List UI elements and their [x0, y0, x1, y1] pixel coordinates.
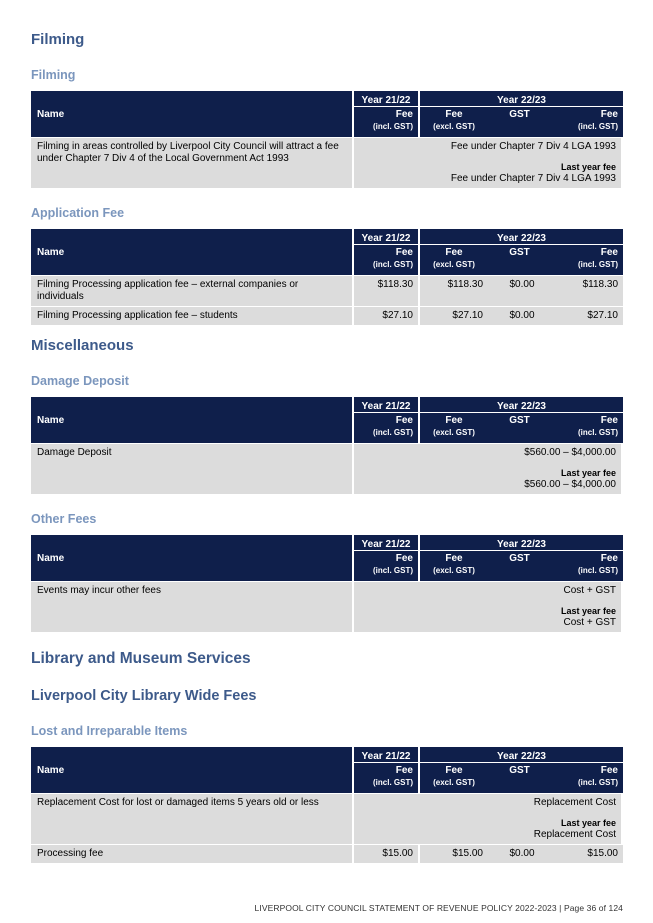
column-header-fee-incl: Fee (incl. GST) — [352, 763, 420, 793]
column-header-name: Name — [31, 535, 352, 581]
column-header-name: Name — [31, 91, 352, 137]
column-header-gst: GST — [488, 551, 556, 581]
row-fee-incl: $27.10 — [556, 306, 623, 325]
row-name: Damage Deposit — [31, 443, 352, 494]
column-header-fee-excl: Fee (excl. GST) — [420, 763, 488, 793]
row-name: Replacement Cost for lost or damaged items 5 years old or less — [31, 793, 352, 844]
last-year-fee-label: Last year fee — [560, 818, 616, 828]
column-header-year2223: Year 22/23 — [420, 535, 623, 551]
column-header-fee-incl: Fee (incl. GST) — [352, 551, 420, 581]
column-header-fee-incl-2223: Fee (incl. GST) — [556, 551, 623, 581]
column-header-year2223: Year 22/23 — [420, 397, 623, 413]
row-gst: $0.00 — [488, 844, 556, 863]
column-header-fee-excl: Fee (excl. GST) — [420, 551, 488, 581]
row-fee-incl: $118.30 — [556, 275, 623, 306]
column-header-fee-incl: Fee (incl. GST) — [352, 413, 420, 443]
table-row — [31, 306, 623, 325]
row-gst: $0.00 — [488, 306, 556, 325]
subsection-title-damage-deposit: Damage Deposit — [31, 374, 129, 388]
subsection-title-library-wide: Liverpool City Library Wide Fees — [31, 688, 257, 704]
row-fee-2122: $27.10 — [352, 306, 420, 325]
row-fee-text: Cost + GST Last year fee Cost + GST — [352, 581, 623, 632]
table-row — [31, 793, 623, 844]
column-header-fee-excl: Fee (excl. GST) — [420, 245, 488, 275]
subsection-title-lost-items: Lost and Irreparable Items — [31, 724, 188, 738]
page-footer: LIVERPOOL CITY COUNCIL STATEMENT OF REVENUE POLICY 2022-2023 | Page 36 of 124 — [254, 903, 623, 913]
column-header-fee-incl: Fee (incl. GST) — [352, 245, 420, 275]
row-name: Filming Processing application fee – students — [31, 306, 352, 325]
damage-deposit-table — [31, 397, 623, 494]
column-header-year2223: Year 22/23 — [420, 747, 623, 763]
lost-items-table — [31, 747, 623, 863]
column-header-gst: GST — [488, 245, 556, 275]
other-fees-table — [31, 535, 623, 632]
column-header-fee-incl-2223: Fee (incl. GST) — [556, 107, 623, 137]
section-title-library: Library and Museum Services — [31, 650, 251, 667]
last-year-fee-label: Last year fee — [560, 162, 616, 172]
row-name: Filming Processing application fee – external companies or individuals — [31, 275, 352, 306]
row-fee-text: Replacement Cost Last year fee Replacement Cost — [352, 793, 623, 844]
table-row — [31, 137, 623, 188]
application-fee-table — [31, 229, 623, 325]
row-name: Filming in areas controlled by Liverpool City Council will attract a fee under Chapter 7 Div 4 of the Local Government Act 1993 — [31, 137, 352, 188]
filming-fee-table — [31, 91, 623, 188]
row-fee-2122: $118.30 — [352, 275, 420, 306]
row-fee-text: $560.00 – $4,000.00 Last year fee $560.00 – $4,000.00 — [352, 443, 623, 494]
column-header-year2122: Year 21/22 — [352, 229, 420, 245]
column-header-gst: GST — [488, 413, 556, 443]
table-row — [31, 844, 623, 863]
column-header-fee-excl: Fee (excl. GST) — [420, 413, 488, 443]
column-header-fee-incl-2223: Fee (incl. GST) — [556, 245, 623, 275]
column-header-fee-excl: Fee (excl. GST) — [420, 107, 488, 137]
row-fee-text: Fee under Chapter 7 Div 4 LGA 1993 Last year fee Fee under Chapter 7 Div 4 LGA 1993 — [352, 137, 623, 188]
column-header-name: Name — [31, 397, 352, 443]
column-header-gst: GST — [488, 763, 556, 793]
section-title-miscellaneous: Miscellaneous — [31, 337, 134, 354]
column-header-year2122: Year 21/22 — [352, 535, 420, 551]
row-name: Processing fee — [31, 844, 352, 863]
column-header-year2223: Year 22/23 — [420, 229, 623, 245]
row-fee-2122: $15.00 — [352, 844, 420, 863]
last-year-fee-label: Last year fee — [560, 606, 616, 616]
row-fee-incl: $15.00 — [556, 844, 623, 863]
subsection-title-application-fee: Application Fee — [31, 206, 125, 220]
row-fee-excl: $118.30 — [420, 275, 488, 306]
row-fee-excl: $27.10 — [420, 306, 488, 325]
row-name: Events may incur other fees — [31, 581, 352, 632]
column-header-name: Name — [31, 747, 352, 793]
column-header-name: Name — [31, 229, 352, 275]
column-header-gst: GST — [488, 107, 556, 137]
table-row — [31, 275, 623, 306]
row-fee-excl: $15.00 — [420, 844, 488, 863]
column-header-year2122: Year 21/22 — [352, 747, 420, 763]
column-header-year2122: Year 21/22 — [352, 397, 420, 413]
subsection-title-other-fees: Other Fees — [31, 512, 97, 526]
subsection-title-filming: Filming — [31, 68, 76, 82]
column-header-year2223: Year 22/23 — [420, 91, 623, 107]
table-row — [31, 581, 623, 632]
section-title-filming: Filming — [31, 31, 85, 48]
table-row — [31, 443, 623, 494]
column-header-fee-incl-2223: Fee (incl. GST) — [556, 763, 623, 793]
column-header-fee-incl-2223: Fee (incl. GST) — [556, 413, 623, 443]
last-year-fee-label: Last year fee — [560, 468, 616, 478]
column-header-year2122: Year 21/22 — [352, 91, 420, 107]
row-gst: $0.00 — [488, 275, 556, 306]
column-header-fee-incl: Fee (incl. GST) — [352, 107, 420, 137]
